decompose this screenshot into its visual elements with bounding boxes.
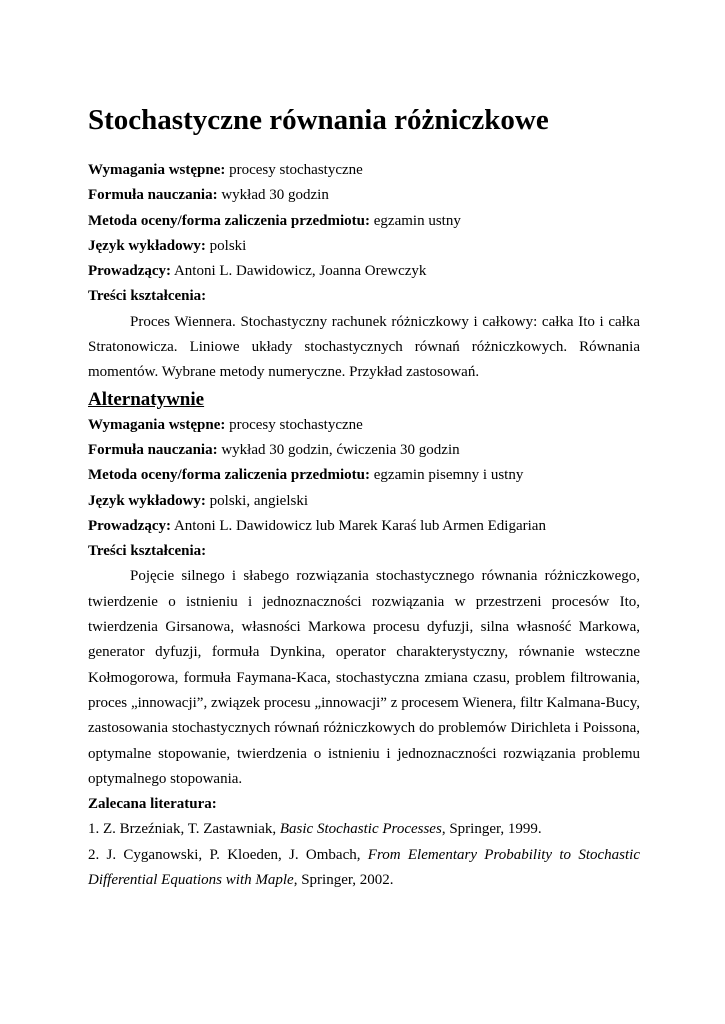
format-value: wykład 30 godzin: [217, 187, 329, 204]
document-body: [88, 100, 640, 893]
assessment-value: egzamin ustny: [370, 212, 461, 229]
lecturers-label: Prowadzący:: [88, 263, 172, 280]
assessment-label: Metoda oceny/forma zaliczenia przedmiotu:: [88, 212, 371, 229]
literature-suffix: , Springer, 1999.: [441, 821, 542, 838]
assessment-row-1: [88, 209, 640, 234]
language-label: Język wykładowy:: [88, 492, 206, 509]
prereq-value: procesy stochastyczne: [225, 162, 363, 178]
lecturers-row-1: [88, 259, 640, 284]
assessment-row-2: [88, 463, 640, 488]
content-paragraph-1: Proces Wiennera. Stochastyczny rachunek różniczkowy i całkowy: całka Ito i całka Stratonowicza. Liniowe układy stochastycznych równań różniczkowych. Równania momentów. Wybrane metody numeryczne. Przykład zastosowań.: [88, 313, 640, 381]
assessment-label: Metoda oceny/forma zaliczenia przedmiotu:: [88, 467, 371, 484]
literature-prefix: 1. Z. Brzeźniak, T. Zastawniak,: [88, 821, 280, 838]
literature-title: From Elementary Probability to Stochastic Differential Equations with Maple: [88, 846, 640, 889]
prereq-value: procesy stochastyczne: [225, 416, 363, 433]
literature-heading: [88, 792, 640, 817]
language-row-1: [88, 234, 640, 259]
literature-item: [88, 843, 640, 894]
alternative-heading: Alternatywnie: [88, 388, 205, 410]
language-label: Język wykładowy:: [88, 237, 206, 254]
format-label: Formuła nauczania:: [88, 441, 218, 458]
content-label: Treści kształcenia:: [88, 543, 207, 560]
format-row-1: [88, 183, 640, 208]
prereq-label: Wymagania wstępne:: [88, 162, 226, 178]
format-value: wykład 30 godzin, ćwiczenia 30 godzin: [217, 441, 460, 458]
literature-prefix: 2. J. Cyganowski, P. Kloeden, J. Ombach,: [88, 846, 368, 863]
language-row-2: [88, 489, 640, 514]
language-value: polski: [205, 237, 247, 254]
content-heading-2: [88, 539, 640, 564]
content-label: Treści kształcenia:: [88, 288, 207, 305]
prereq-row-1: [88, 158, 640, 183]
content-heading-1: [88, 284, 640, 309]
literature-item: [88, 817, 640, 842]
prereq-label: Wymagania wstępne:: [88, 416, 226, 433]
lecturers-label: Prowadzący:: [88, 517, 172, 534]
lecturers-row-2: [88, 514, 640, 539]
format-label: Formuła nauczania:: [88, 187, 218, 204]
lecturers-value: Antoni L. Dawidowicz lub Marek Karaś lub Armen Edigarian: [171, 517, 546, 534]
assessment-value: egzamin pisemny i ustny: [370, 467, 524, 484]
literature-suffix: , Springer, 2002.: [293, 872, 394, 889]
lecturers-value: Antoni L. Dawidowicz, Joanna Orewczyk: [171, 263, 427, 280]
language-value: polski, angielski: [205, 492, 308, 509]
content-paragraph-2: Pojęcie silnego i słabego rozwiązania stochastycznego równania różniczkowego, twierdzenie o istnieniu i jednoznaczności rozwiązania w przestrzeni procesów Ito, twierdzenia Girsanowa, własności Markowa procesu dyfuzji, silna własność Markowa, generator dyfuzji, formuła Dynkina, operator charakterystyczny, równanie wsteczne Kołmogorowa, formuła Faymana-Kaca, stochastyczna zmiana czasu, problem filtrowania, proces „innowacji”, związek procesu „innowacji” z procesem Wienera, filtr Kalmana-Bucy, zastosowania stochastycznych równań różniczkowych do problemów Dirichleta i Poissona, optymalne stopowanie, twierdzenia o istnieniu i jednoznaczności rozwiązania problemu optymalnego stopowania.: [88, 568, 640, 787]
literature-label: Zalecana literatura:: [88, 796, 217, 813]
format-row-2: [88, 438, 640, 463]
prereq-row-2: [88, 413, 640, 438]
page-title: Stochastyczne równania różniczkowe: [88, 104, 549, 136]
literature-title: Basic Stochastic Processes: [279, 821, 442, 838]
